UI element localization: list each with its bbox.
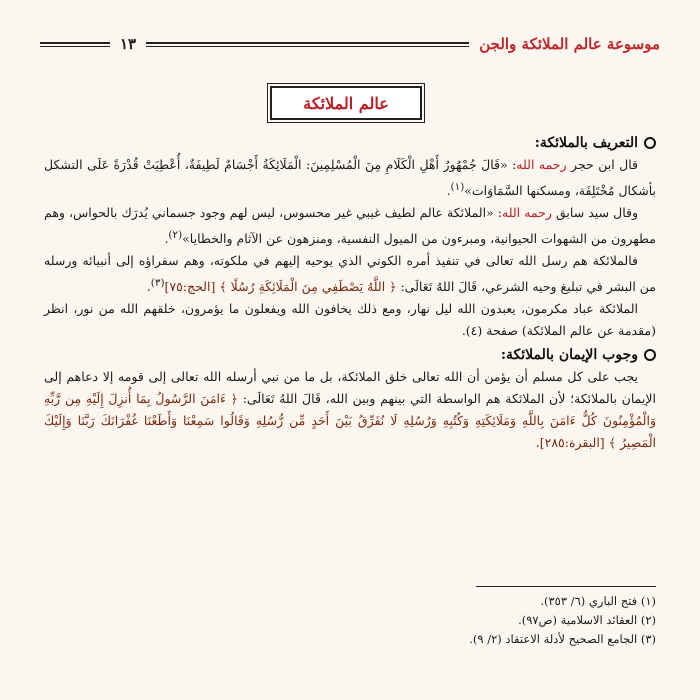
text-span: وقال سيد سابق — [555, 205, 639, 221]
quran-verse: ﴿ اللَّهُ يَصْطَفِي مِنَ الْمَلَائِكَةِ رُسُلًا ﴾ — [219, 279, 397, 295]
footnote-marker: (٣) — [150, 277, 165, 290]
verse-reference: [الحج:٧٥] — [164, 279, 216, 295]
honorific: رحمه الله — [502, 205, 552, 221]
header-rule — [146, 42, 469, 47]
chapter-title: عالم الملائكة — [303, 93, 389, 113]
footnote-marker: (٢) — [168, 229, 183, 242]
chapter-title-box — [270, 86, 422, 120]
circle-bullet-icon — [644, 137, 656, 149]
text-span: : «قَالَ جُمْهُورُ أَهْلِ الْكَلَامِ مِنَ الْمُسْلِمِينَ: الْمَلَائِكَةُ أَجْسَامٌ لَطِيفَةٌ، أُعْطِيَتْ قُدْرَةً عَلَى التشكل بأشكال مُخْتَلِفَة، ومسكنها السَّمَاوَات» — [44, 157, 656, 199]
text-span: فالملائكة هم رسل الله تعالى في تنفيذ أمره الكوني الذي يوحيه إليهم في ملكوته، وهم سفراؤه إلى أنبيائه ورسله من البشر في تبليغ وحيه الشرعي، قَالَ اللهُ تَعَالَى: — [44, 253, 656, 295]
paragraph — [44, 366, 656, 454]
quran-verse: ﴿ ءَامَنَ الرَّسُولُ بِمَا أُنزِلَ إِلَيْهِ مِن رَّبِّهِ وَالْمُؤْمِنُونَ كُلٌّ ءَامَنَ بِاللَّهِ وَمَلَائِكَتِهِ وَكُتُبِهِ وَرُسُلِهِ لَا نُفَرِّقُ بَيْنَ أَحَدٍ مِّن رُّسُلِهِ وَقَالُوا سَمِعْنَا وَأَطَعْنَا غُفْرَانَكَ رَبَّنَا وَإِلَيْكَ الْمَصِيرُ ﴾ — [44, 391, 656, 451]
paragraph — [44, 298, 656, 342]
section-heading-text: وجوب الإيمان بالملائكة: — [500, 347, 638, 364]
footnotes — [44, 592, 656, 649]
text-span: الملائكة عباد مكرمون، يعبدون الله ليل نهار، ومع ذلك يخافون الله ويفعلون ما يؤمرون، خلقهم الله من نور، انظر (مقدمة عن عالم الملائكة) صفحة (٤). — [44, 301, 656, 339]
footnote: (٢) العقائد الاسلامية (ص٩٧). — [518, 613, 656, 627]
footnote-separator — [476, 586, 656, 587]
honorific: رحمه الله — [516, 157, 567, 172]
section-heading-obligation — [44, 344, 656, 366]
text-span: يجب على كل مسلم أن يؤمن أن الله تعالى خلق الملائكة، بل ما من نبي أرسله الله تعالى إلى قومه إلا دعاهم إلى الإيمان بالملائكة؛ لأن الملائكة هم الواسطة التي بينهم وبين الله، قَالَ اللهُ تَعَالَى: — [44, 369, 656, 407]
footnote: (٣) الجامع الصحيح لأدلة الاعتقاد (٢/ ٩). — [469, 632, 656, 646]
paragraph: قال ابن حجر رحمه الله: «قَالَ جُمْهُورُ أَهْلِ الْكَلَامِ مِنَ الْمُسْلِمِينَ: الْمَلَائِكَةُ أَجْسَامٌ لَطِيفَةٌ، أُعْطِيَتْ قُدْرَةً عَلَى التشكل بأشكال مُخْتَلِفَة، ومسكنها السَّمَاوَات»$^{(١)}$. — [44, 157, 656, 199]
main-content — [44, 130, 656, 454]
text-span: : «الملائكة عالم لطيف غيبي غير محسوس، ليس لهم وجود جسماني يُدرَك بالحواس، وهم مطهرون من الشهوات الحيوانية، ومبرءون من الميول النفسية، ومنزهون عن الآثام والخطايا» — [44, 205, 656, 247]
text-span: قال ابن حجر — [571, 157, 638, 172]
footnote-marker: (١) — [450, 181, 465, 193]
header-rule-short — [40, 42, 110, 47]
section-heading-text: التعريف بالملائكة: — [534, 135, 638, 151]
paragraph: وقال سيد سابق رحمه الله: «الملائكة عالم لطيف غيبي غير محسوس، ليس لهم وجود جسماني يُدرَك بالحواس، وهم مطهرون من الشهوات الحيوانية، ومبرءون من الميول النفسية، ومنزهون عن الآثام والخطايا»$^{(٢)}$. — [44, 205, 656, 247]
paragraph: فالملائكة هم رسل الله تعالى في تنفيذ أمره الكوني الذي يوحيه إليهم في ملكوته، وهم سفراؤه إلى أنبيائه ورسله من البشر في تبليغ وحيه الشرعي، قَالَ اللهُ تَعَالَى: ﴿ اللَّهُ يَصْطَفِي مِنَ الْمَلَائِكَةِ رُسُلًا ﴾ [الحج:٧٥]$^{(٣)}$. — [44, 253, 656, 295]
section-heading-definition — [44, 132, 656, 154]
page-number: ١٣ — [120, 35, 137, 53]
text-span: . — [535, 435, 540, 451]
running-header-title: موسوعة عالم الملائكة والجن — [479, 35, 660, 53]
circle-bullet-icon — [644, 349, 656, 361]
verse-reference: [البقرة:٢٨٥] — [539, 435, 605, 451]
footnote: (١) فتح الباري (٦/ ٣٥٣). — [540, 594, 656, 608]
running-header — [40, 30, 660, 58]
